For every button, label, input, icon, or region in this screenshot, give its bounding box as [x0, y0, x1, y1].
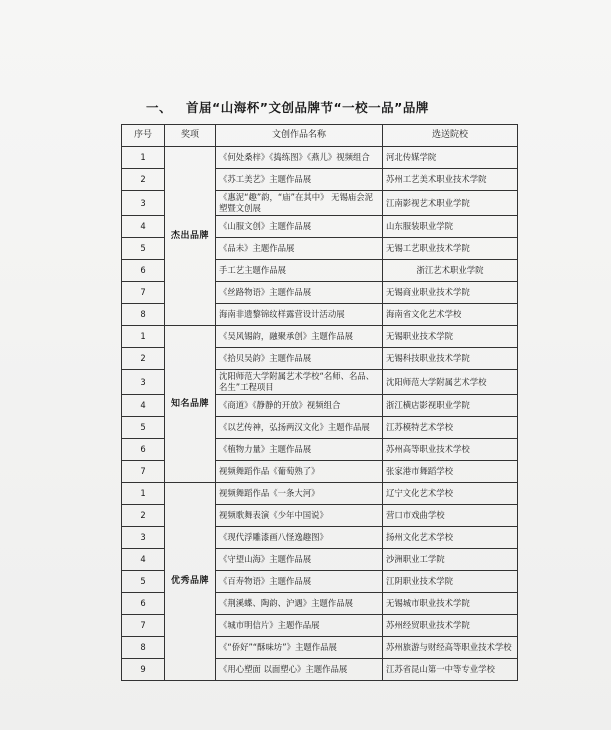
row-work: 《百寿物语》主题作品展	[216, 571, 383, 593]
row-seq: 2	[122, 169, 165, 191]
row-seq: 1	[122, 483, 165, 505]
row-work: 《以艺传神，弘扬两汉文化》主题作品展	[216, 417, 383, 439]
row-work: 《吴风锡韵，融聚承创》主题作品展	[216, 326, 383, 348]
table-row	[122, 147, 518, 169]
row-work: 《何处桑梓》《捣练图》《燕儿》视频组合	[216, 147, 383, 169]
row-work: 《守望山海》主题作品展	[216, 549, 383, 571]
row-school: 江南影视艺术职业学院	[383, 191, 518, 216]
section-number: 一、	[146, 100, 173, 115]
row-seq: 4	[122, 549, 165, 571]
table-row	[122, 326, 518, 348]
row-school: 无锡城市职业技术学院	[383, 593, 518, 615]
row-work: 《山服文创》主题作品展	[216, 216, 383, 238]
row-school: 张家港市舞蹈学校	[383, 461, 518, 483]
section-heading	[146, 98, 429, 116]
row-school: 江苏省昆山第一中等专业学校	[383, 659, 518, 681]
row-school: 无锡职业技术学院	[383, 326, 518, 348]
row-school: 无锡商业职业技术学院	[383, 282, 518, 304]
row-work: 视频舞蹈作品《葡萄熟了》	[216, 461, 383, 483]
row-seq: 7	[122, 461, 165, 483]
row-school: 山东服装职业学院	[383, 216, 518, 238]
row-seq: 3	[122, 527, 165, 549]
row-seq: 5	[122, 571, 165, 593]
row-seq: 8	[122, 304, 165, 326]
row-work: 视频歌舞表演《少年中国说》	[216, 505, 383, 527]
section-title: 首届“山海杯”文创品牌节“一校一品”品牌	[186, 100, 429, 115]
award-cell: 杰出品牌	[165, 147, 216, 326]
row-seq: 7	[122, 282, 165, 304]
table-row	[122, 483, 518, 505]
row-work: 《“侨好”“酥味坊”》主题作品展	[216, 637, 383, 659]
row-school: 苏州高等职业技术学校	[383, 439, 518, 461]
row-school: 营口市戏曲学校	[383, 505, 518, 527]
row-seq: 9	[122, 659, 165, 681]
row-seq: 7	[122, 615, 165, 637]
brand-table	[121, 124, 518, 681]
row-school: 浙江横店影视职业学院	[383, 395, 518, 417]
row-work: 视频舞蹈作品《一条大河》	[216, 483, 383, 505]
row-seq: 3	[122, 191, 165, 216]
row-seq: 6	[122, 593, 165, 615]
row-seq: 4	[122, 216, 165, 238]
row-school: 江苏模特艺术学校	[383, 417, 518, 439]
row-work: 《丝路物语》主题作品展	[216, 282, 383, 304]
row-work: 《植物力量》主题作品展	[216, 439, 383, 461]
header-work: 文创作品名称	[216, 125, 383, 147]
row-work: 《品未》主题作品展	[216, 238, 383, 260]
row-seq: 2	[122, 348, 165, 370]
row-work: 海南非遗黎锦纹样露营设计活动展	[216, 304, 383, 326]
row-school: 无锡科技职业技术学院	[383, 348, 518, 370]
row-school: 海南省文化艺术学校	[383, 304, 518, 326]
row-school: 沈阳师范大学附属艺术学校	[383, 370, 518, 395]
row-seq: 1	[122, 326, 165, 348]
row-seq: 2	[122, 505, 165, 527]
row-work: 《苏工美艺》主题作品展	[216, 169, 383, 191]
row-seq: 4	[122, 395, 165, 417]
row-school: 江阴职业技术学院	[383, 571, 518, 593]
row-school: 辽宁文化艺术学校	[383, 483, 518, 505]
row-seq: 3	[122, 370, 165, 395]
row-work: 《城市明信片》主题作品展	[216, 615, 383, 637]
row-work: 《拾贝吴韵》主题作品展	[216, 348, 383, 370]
row-school: 苏州经贸职业技术学院	[383, 615, 518, 637]
row-work: 《用心塑面 以面塑心》主题作品展	[216, 659, 383, 681]
row-work: 《现代浮雕漆画八怪逸趣图》	[216, 527, 383, 549]
row-school: 无锡工艺职业技术学院	[383, 238, 518, 260]
header-school: 选送院校	[383, 125, 518, 147]
row-school: 苏州工艺美术职业技术学院	[383, 169, 518, 191]
award-cell: 优秀品牌	[165, 483, 216, 681]
table-header-row	[122, 125, 518, 147]
row-seq: 5	[122, 417, 165, 439]
row-school: 浙江艺术职业学院	[383, 260, 518, 282]
row-work: 《荆溪蝶、陶韵、沪遇》主题作品展	[216, 593, 383, 615]
row-school: 苏州旅游与财经高等职业技术学校	[383, 637, 518, 659]
row-school: 扬州文化艺术学校	[383, 527, 518, 549]
row-work: 手工艺主题作品展	[216, 260, 383, 282]
table-body	[122, 147, 518, 681]
row-school: 河北传媒学院	[383, 147, 518, 169]
row-seq: 1	[122, 147, 165, 169]
header-seq: 序号	[122, 125, 165, 147]
header-award: 奖项	[165, 125, 216, 147]
row-work: 《商道》《静静的开放》视频组合	[216, 395, 383, 417]
row-seq: 6	[122, 439, 165, 461]
row-school: 沙洲职业工学院	[383, 549, 518, 571]
row-seq: 6	[122, 260, 165, 282]
row-seq: 5	[122, 238, 165, 260]
row-work: 《惠泥“趣”韵，“庙”在其中》 无锡庙会泥塑暨文创展	[216, 191, 383, 216]
row-work: 沈阳师范大学附属艺术学校“名师、名品、名生”工程项目	[216, 370, 383, 395]
row-seq: 8	[122, 637, 165, 659]
award-cell: 知名品牌	[165, 326, 216, 483]
